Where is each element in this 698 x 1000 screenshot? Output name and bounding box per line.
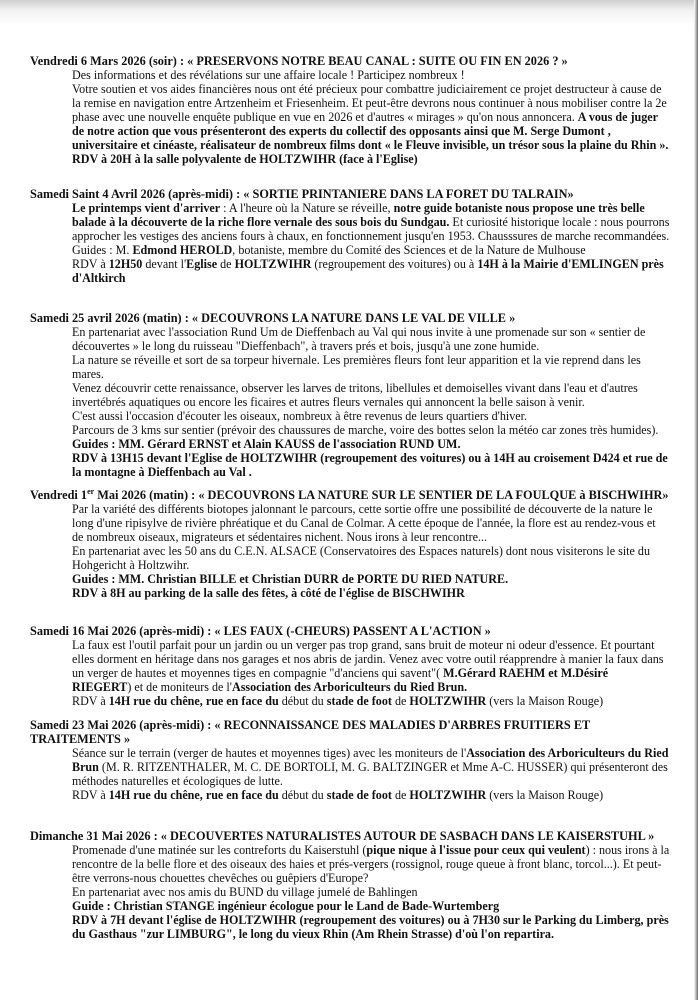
event-guides	[72, 243, 670, 257]
event-title: Samedi Saint 4 Avril 2026 (après-midi) : « SORTIE PRINTANIERE DANS LA FORET DU TALRAIN»	[30, 187, 574, 201]
event-body	[72, 325, 670, 479]
event-title: Samedi 23 Mai 2026 (après-midi) : « RECONNAISSANCE DES MALADIES D'ARBRES FRUITIERS ET TRAITEMENTS »	[30, 718, 591, 746]
event-talrain	[30, 187, 670, 285]
event-rdv	[72, 451, 670, 479]
event-rdv	[72, 913, 670, 941]
event-text-bold: M.Gérard RAEHM et M.Désiré RIEGERT	[72, 666, 609, 694]
event-faucheurs	[30, 624, 670, 708]
event-rdv	[72, 257, 670, 285]
event-text: (regroupement des voitures) ou à	[311, 257, 478, 271]
event-text: RDV à	[72, 257, 109, 271]
event-foulque	[30, 488, 670, 600]
event-kaiserstuhl	[30, 829, 670, 941]
event-text: , botaniste, membre du Comité des Sciences et de la Nature de Mulhouse	[232, 243, 586, 257]
event-paragraph: En partenariat avec nos amis du BUND du village jumelé de Bahlingen	[72, 885, 418, 899]
event-text: (M. R. RITZENTHALER, M. C. DE BORTOLI, M. G. BALTZINGER et Mme A-C. HUSSER) qui présenteront des méthodes naturelles et écologiques de lutte.	[72, 760, 668, 788]
event-body	[72, 201, 670, 285]
event-text-bold: HOLTZWIHR	[409, 788, 487, 802]
event-title: Dimanche 31 Mai 2026 : « DECOUVERTES NATURALISTES AUTOUR DE SASBACH DANS LE KAISERSTUHL »	[30, 829, 655, 843]
event-val-de-ville	[30, 311, 670, 479]
event-text: de	[391, 694, 410, 708]
event-paragraph	[72, 638, 670, 694]
event-text: de	[391, 788, 410, 802]
event-text: Promenade d'une matinée sur les contreforts du Kaiserstuhl (	[72, 843, 367, 857]
event-text-bold: notre guide botaniste nous propose une très belle balade à la découverte de la riche flore vernale des sous bois du Sundgau.	[72, 201, 645, 229]
event-body	[72, 68, 670, 166]
event-title: Vendredi 6 Mars 2026 (soir) : « PRESERVONS NOTRE BEAU CANAL : SUITE OU FIN EN 2026 ? »	[30, 54, 568, 68]
event-rdv	[72, 694, 670, 708]
event-paragraph: En partenariat avec l'association Rund Um de Dieffenbach au Val qui nous invite à une promenade sur son « sentier de découvertes » le long du ruisseau "Dieffenbach", à travers prés et bois, jusqu'à une zone humide.	[72, 325, 646, 353]
event-text: La faux est l'outil parfait pour un jardin ou un verger pas trop grand, sans bruit de moteur ni odeur d'essence. Et pourtant elles dorment en héritage dans nos garages et nos abris de jardin. Venez avec votre outil réapprendre à manier la faux dans un verger de hautes et moyennes tiges en compagnie "d'anciens qui savent"(	[72, 638, 664, 680]
event-rdv	[72, 586, 670, 600]
event-text: début du	[278, 788, 327, 802]
event-paragraph: C'est aussi l'occasion d'écouter les oiseaux, nombreux à être revenus de leurs quartiers d'hiver.	[72, 409, 528, 423]
event-paragraph: Parcours de 3 kms sur sentier (prévoir des chaussures de marche, voire des bottes selon la météo car zones très humides).	[72, 423, 659, 437]
event-text: Séance sur le terrain (verger de hautes et moyennes tiges) avec les moniteurs de l'	[72, 746, 467, 760]
event-body	[72, 843, 670, 941]
event-text-bold: Le printemps vient d'arriver	[72, 201, 221, 215]
event-text-bold: RDV à 13H15 devant l'Eglise de HOLTZWIHR (regroupement des voitures) ou à 14H au croisement D424 et rue de la montagne à Dieffenbach au Val .	[72, 451, 668, 479]
event-text-bold: stade de foot	[326, 694, 392, 708]
event-text: : A l'heure où la Nature se réveille,	[220, 201, 394, 215]
event-paragraph	[72, 82, 670, 152]
event-paragraph: Par la variété des différents biotopes jalonnant le parcours, cette sortie offre une possibilité de découverte de la nature le long d'une ripisylve de rivière phréatique et du Canal de Colmar. A cette époque de l'année, la flore est au rendez-vous et de nombreux oiseaux, migrateurs et sédentaires nichent. Nous irons à leur rencontre...	[72, 502, 656, 544]
event-paragraph: Des informations et des révélations sur une affaire locale ! Participez nombreux !	[72, 68, 465, 82]
event-text: RDV à	[72, 788, 109, 802]
event-text-bold: Edmond HEROLD	[132, 243, 233, 257]
event-text-bold: HOLTZWIHR	[409, 694, 487, 708]
event-paragraph: En partenariat avec les 50 ans du C.E.N. ALSACE (Conservatoires des Espaces naturels) dont nous visiterons le site du Hohgericht à Holtzwihr.	[72, 544, 651, 572]
event-text: ) et de moniteurs de l'	[127, 680, 232, 694]
event-maladies	[30, 718, 670, 802]
event-text-bold: 14H rue du chêne, rue en face du	[108, 788, 279, 802]
event-title: Samedi 16 Mai 2026 (après-midi) : « LES FAUX (-CHEURS) PASSENT A L'ACTION »	[30, 624, 491, 638]
event-paragraph	[72, 201, 670, 243]
event-text: Et curiosité historique locale : nous pourrons approcher les vestiges des anciens fours à chaux, en fonctionnement jusqu'en 1953. Chausssures de marche recommandées.	[72, 215, 670, 243]
event-text: de	[217, 257, 235, 271]
event-body	[72, 638, 670, 708]
event-title	[30, 488, 670, 502]
event-text: devant l'	[142, 257, 187, 271]
event-text: Guides : M.	[72, 243, 133, 257]
event-text-bold: 14H rue du chêne, rue en face du	[108, 694, 279, 708]
event-text-bold: RDV à 7H devant l'église de HOLTZWIHR (regroupement des voitures) ou à 7H30 sur le Parking du Limberg, près du Gasthaus "zur LIMBURG", le long du vieux Rhin (Am Rhein Strasse) d'où l'on repartira.	[72, 913, 669, 941]
event-guides	[72, 572, 670, 586]
event-text-bold: pique nique à l'issue pour ceux qui veulent	[366, 843, 586, 857]
event-text-bold: Guides : MM. Christian BILLE et Christian DURR de PORTE DU RIED NATURE.	[72, 572, 509, 586]
event-text-bold: 14H à la Mairie d'EMLINGEN près d'Altkirch	[72, 257, 664, 285]
event-text-bold: Guide : Christian STANGE ingénieur écologue pour le Land de Bade-Wurtemberg	[72, 899, 500, 913]
event-text: Votre soutien et vos aides financières nous ont été précieux pour combattre judiciairement ce projet destructeur à cause de la remise en navigation entre Artzenheim et Friesenheim. Et peut-être devrons nous continuer à nous mobiliser contre la 2e phase avec une nouvelle enquête publique en vue en 2026 et d'autres « mirages » qu'on nous annoncera.	[72, 82, 667, 124]
event-text: RDV à	[72, 694, 109, 708]
event-rdv	[72, 152, 670, 166]
event-title: Samedi 25 avril 2026 (matin) : « DECOUVRONS LA NATURE DANS LE VAL DE VILLE »	[30, 311, 516, 325]
event-text-bold: Eglise	[186, 257, 218, 271]
event-rdv	[72, 788, 670, 802]
event-canal	[30, 54, 670, 166]
event-text-bold: HOLTZWIHR	[234, 257, 312, 271]
event-body	[72, 502, 670, 600]
event-rdv-text: RDV à 20H à la salle polyvalente de HOLTZWIHR (face à l'Eglise)	[72, 152, 418, 166]
event-text: ) : nous irons à la rencontre de la belle flore et des oiseaux des haies et prés-vergers (rossignol, rouge queue à front blanc, torcol...). Et peut-être verrons-nous chouettes chevêches ou guêpiers d'Europe?	[72, 843, 670, 885]
event-guides	[72, 437, 670, 451]
event-text-bold: A vous de juger de notre action que vous présenteront des experts du collectif des opposants ainsi que M. Serge Dumont , universitaire et cinéaste, réalisateur de nombreux films dont « le Fleuve invisible, un trésor sous la plaine du Rhin ».	[72, 110, 669, 152]
event-paragraph	[72, 843, 670, 885]
event-paragraph: Venez découvrir cette renaissance, observer les larves de tritons, libellules et demoiselles vivant dans l'eau et d'autres invertébrés aquatiques ou encore les ficaires et autres fleurs vernales qui annoncent la belle saison à venir.	[72, 381, 638, 409]
event-body	[72, 746, 670, 802]
event-text: (vers la Maison Rouge)	[486, 788, 604, 802]
event-guides	[72, 899, 670, 913]
event-paragraph: La nature se réveille et sort de sa torpeur hivernale. Les premières fleurs font leur apparition et la vie reprend dans les mares.	[72, 353, 641, 381]
event-text-bold: 12H50	[108, 257, 143, 271]
event-text-bold: RDV à 8H au parking de la salle des fêtes, à côté de l'église de BISCHWIHR	[72, 586, 465, 600]
event-text-bold: Association des Arboriculteurs du Ried Brun	[72, 746, 669, 774]
event-text-bold: Guides : MM. Gérard ERNST et Alain KAUSS de l'association RUND UM.	[72, 437, 461, 451]
event-text-bold: Association des Arboriculteurs du Ried Brun.	[231, 680, 468, 694]
event-title-text: Mai 2026 (matin) : « DECOUVRONS LA NATURE SUR LE SENTIER DE LA FOULQUE à BISCHWIHR»	[94, 488, 669, 502]
event-text-bold: stade de foot	[326, 788, 392, 802]
event-paragraph	[72, 746, 670, 788]
event-title-text: Vendredi 1	[30, 488, 88, 502]
event-text: (vers la Maison Rouge)	[486, 694, 604, 708]
event-text: début du	[278, 694, 327, 708]
event-title-sup: er	[87, 486, 95, 496]
